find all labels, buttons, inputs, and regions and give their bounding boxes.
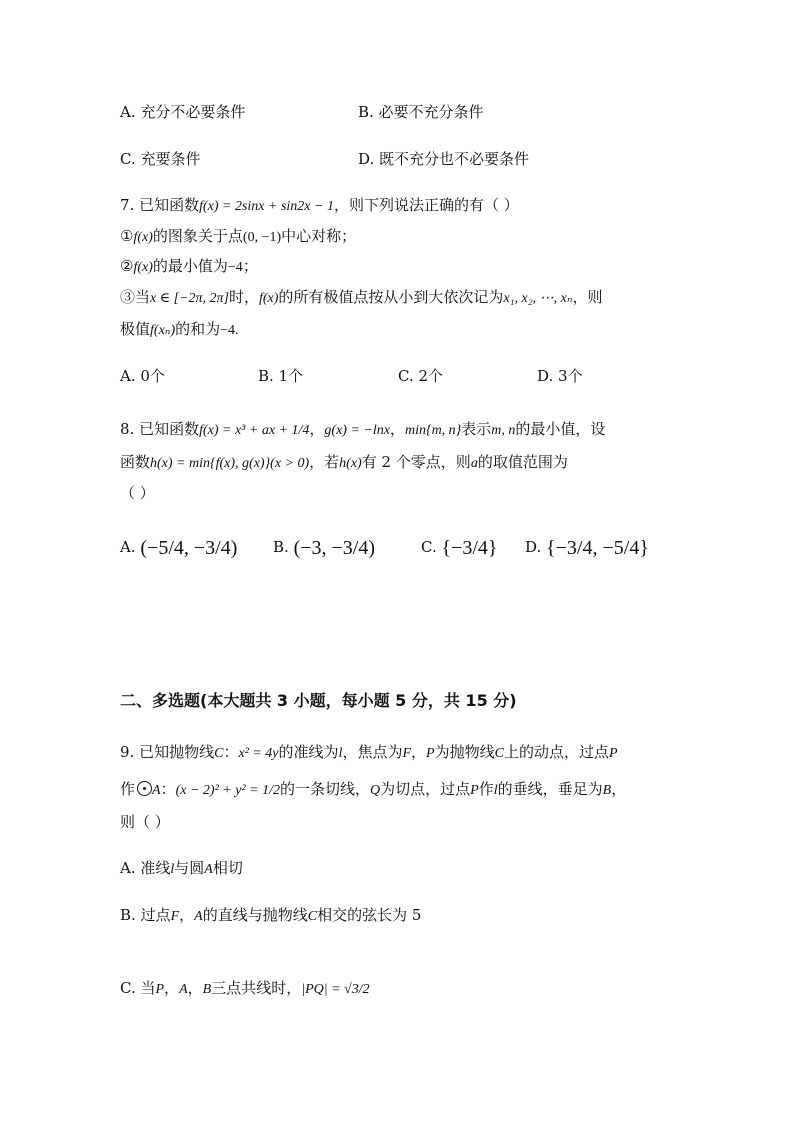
q8-h-def: h(x) = min{f(x), g(x)}(x > 0) xyxy=(150,456,310,471)
q9-colon: ： xyxy=(223,743,239,761)
q9-opt-a-l: l xyxy=(170,862,175,877)
q9-f: F xyxy=(402,746,412,761)
q8-option-b-label: B. xyxy=(273,538,289,556)
q7-s2-f: f(x) xyxy=(133,260,153,275)
q7-s3-text-g: 的和为 xyxy=(175,320,221,338)
q8-line2-c: 有 2 个零点，则 xyxy=(361,453,471,471)
q9-circle: (x − 2)² + y² = 1/2 xyxy=(175,783,280,798)
q9-c2: C xyxy=(494,746,504,761)
q9-c: C xyxy=(214,746,224,761)
q9-opt-b-b: ， xyxy=(179,906,195,924)
q8-g-def: g(x) = −lnx xyxy=(324,423,390,438)
q8-prefix: 8. 已知函数 xyxy=(120,420,200,438)
q8-option-d xyxy=(525,536,649,559)
q9-opt-c-b: ， xyxy=(164,979,180,997)
q9-option-c xyxy=(120,977,370,1001)
q9-opt-a-text: A. 准线 xyxy=(120,859,171,877)
q7-option-b: B. 1个 xyxy=(258,367,304,385)
q7-statement-3-cont xyxy=(120,318,239,342)
q7-statement-2 xyxy=(120,255,258,279)
q7-formula: f(x) = 2sinx + sin2x − 1 xyxy=(199,199,334,214)
q7-s3-f: f(x) xyxy=(258,291,279,306)
q9-opt-c-pq: |PQ| = √3/2 xyxy=(301,982,370,997)
q9-t5: 上的动点，过点 xyxy=(503,743,609,761)
q9-opt-a-c: 相切 xyxy=(212,859,243,877)
q8-f-def: f(x) = x³ + ax + 1/4 xyxy=(199,423,310,438)
q8-option-a-value: (−5/4, −3/4) xyxy=(140,537,238,559)
q7-s3-seq: x₁, x₂, ⋯, xₙ xyxy=(503,291,573,306)
q9-l2-f: ， xyxy=(611,780,627,798)
q9-opt-c-a: A xyxy=(179,982,188,997)
q8-option-b-value: (−3, −3/4) xyxy=(293,537,376,559)
q7-option-a: A. 0个 xyxy=(120,367,165,385)
q9-stem-line-3: 则（ ） xyxy=(120,813,170,831)
q9-a: A xyxy=(152,783,161,798)
q7-stem xyxy=(120,194,519,218)
q9-l2-colon: ： xyxy=(160,780,176,798)
q9-p2: P xyxy=(608,746,618,761)
q8-line2-a: 函数 xyxy=(120,453,151,471)
q9-opt-a-b: 与圆 xyxy=(174,859,205,877)
q9-t2: ，焦点为 xyxy=(342,743,403,761)
q7-s3-cond: x ∈ [−2π, 2π] xyxy=(150,291,229,306)
q9-b: B xyxy=(602,783,612,798)
circle-dot-icon xyxy=(137,781,152,796)
q9-prefix: 9. 已知抛物线 xyxy=(120,743,215,761)
q7-s2-value: −4 xyxy=(227,260,243,275)
q9-l2-a: 作 xyxy=(120,780,136,798)
q9-opt-b-c: 的直线与抛物线 xyxy=(202,906,308,924)
q8-a-var: a xyxy=(470,456,478,471)
q9-p3: P xyxy=(470,783,479,798)
q7-s3-num: ③当 xyxy=(120,288,151,306)
q9-opt-b-f: F xyxy=(170,909,180,924)
q9-opt-b-cvar: C xyxy=(307,909,318,924)
q7-s2-num: ② xyxy=(120,257,134,275)
q7-s1-num: ① xyxy=(120,227,134,245)
q6-option-b: B. 必要不充分条件 xyxy=(358,103,484,121)
q9-t4: 为抛物线 xyxy=(434,743,495,761)
q9-option-a xyxy=(120,857,243,881)
q8-option-b xyxy=(273,536,375,559)
q7-suffix: ，则下列说法正确的有（ ） xyxy=(333,196,519,214)
q9-q: Q xyxy=(370,783,381,798)
q9-stem-line-2 xyxy=(120,778,626,802)
q7-s2-text: 的最小值为 xyxy=(152,257,228,275)
q8-sep-1: ， xyxy=(309,420,325,438)
q7-s1-text: 的图象关于点 xyxy=(152,227,243,245)
q6-option-d: D. 既不充分也不必要条件 xyxy=(358,150,530,168)
q9-l2-b: 的一条切线， xyxy=(279,780,370,798)
q9-opt-b-text: B. 过点 xyxy=(120,906,171,924)
q8-option-c-value: {−3/4} xyxy=(441,537,498,559)
q9-t3: ， xyxy=(411,743,427,761)
q8-option-a xyxy=(120,536,237,559)
q6-option-c: C. 充要条件 xyxy=(120,150,201,168)
q8-option-c xyxy=(421,536,498,559)
q9-t1: 的准线为 xyxy=(278,743,339,761)
q7-prefix: 7. 已知函数 xyxy=(120,196,200,214)
q8-mn: m, n xyxy=(491,423,516,438)
q8-hx: h(x) xyxy=(339,456,362,471)
q7-s1-point: (0, −1) xyxy=(242,230,282,245)
q8-sep-2: ， xyxy=(389,420,405,438)
q9-l: l xyxy=(338,746,343,761)
q7-s1-end: 中心对称； xyxy=(281,227,357,245)
q9-opt-b-d: 相交的弦长为 5 xyxy=(317,906,422,924)
q9-parabola: x² = 4y xyxy=(238,746,279,761)
q9-l2-e: 的垂线，垂足为 xyxy=(497,780,603,798)
q8-stem-line-1 xyxy=(120,418,605,442)
q7-s2-end: ； xyxy=(242,257,258,275)
q9-opt-c-text: C. 当 xyxy=(120,979,156,997)
q9-l2-d: 作 xyxy=(478,780,494,798)
q7-option-d: D. 3个 xyxy=(537,367,583,385)
q9-opt-c-d: 三点共线时， xyxy=(211,979,302,997)
q7-s3-value: −4. xyxy=(220,323,239,338)
q8-stem-line-3: （ ） xyxy=(120,484,155,502)
q7-statement-1 xyxy=(120,225,356,249)
q9-l2-c: 为切点，过点 xyxy=(380,780,471,798)
q8-option-c-label: C. xyxy=(421,538,437,556)
q7-statement-3 xyxy=(120,286,603,310)
q7-s1-f: f(x) xyxy=(133,230,153,245)
q9-p: P xyxy=(426,746,435,761)
q7-s3-text-e: 极值 xyxy=(120,320,151,338)
q9-option-b xyxy=(120,904,421,928)
q8-min-text-2: 的最小值，设 xyxy=(515,420,606,438)
q9-opt-c-bvar: B xyxy=(202,982,212,997)
q7-s3-text-d: ，则 xyxy=(572,288,603,306)
q6-option-a: A. 充分不必要条件 xyxy=(120,103,246,121)
q8-option-d-value: {−3/4, −5/4} xyxy=(546,537,649,559)
q8-line2-d: 的取值范围为 xyxy=(477,453,568,471)
q8-min-def: min{m, n} xyxy=(404,423,462,438)
q9-opt-c-p: P xyxy=(155,982,165,997)
section-2-title: 二、多选题(本大题共 3 小题，每小题 5 分，共 15 分) xyxy=(120,691,517,710)
q7-option-c: C. 2个 xyxy=(398,367,444,385)
q9-opt-b-a: A xyxy=(194,909,203,924)
q7-s3-fx: f(xₙ) xyxy=(150,323,176,338)
q8-option-d-label: D. xyxy=(525,538,542,556)
q7-s3-text-b: 时， xyxy=(228,288,259,306)
q9-opt-c-c: ， xyxy=(187,979,203,997)
q9-l3: l xyxy=(493,783,498,798)
q8-min-text: 表示 xyxy=(461,420,492,438)
q8-option-a-label: A. xyxy=(120,538,136,556)
q7-s3-text-c: 的所有极值点按从小到大依次记为 xyxy=(278,288,504,306)
q8-line2-b: ，若 xyxy=(309,453,340,471)
q9-stem-line-1 xyxy=(120,741,618,765)
q8-stem-line-2 xyxy=(120,451,568,475)
q9-opt-a-a: A xyxy=(204,862,213,877)
